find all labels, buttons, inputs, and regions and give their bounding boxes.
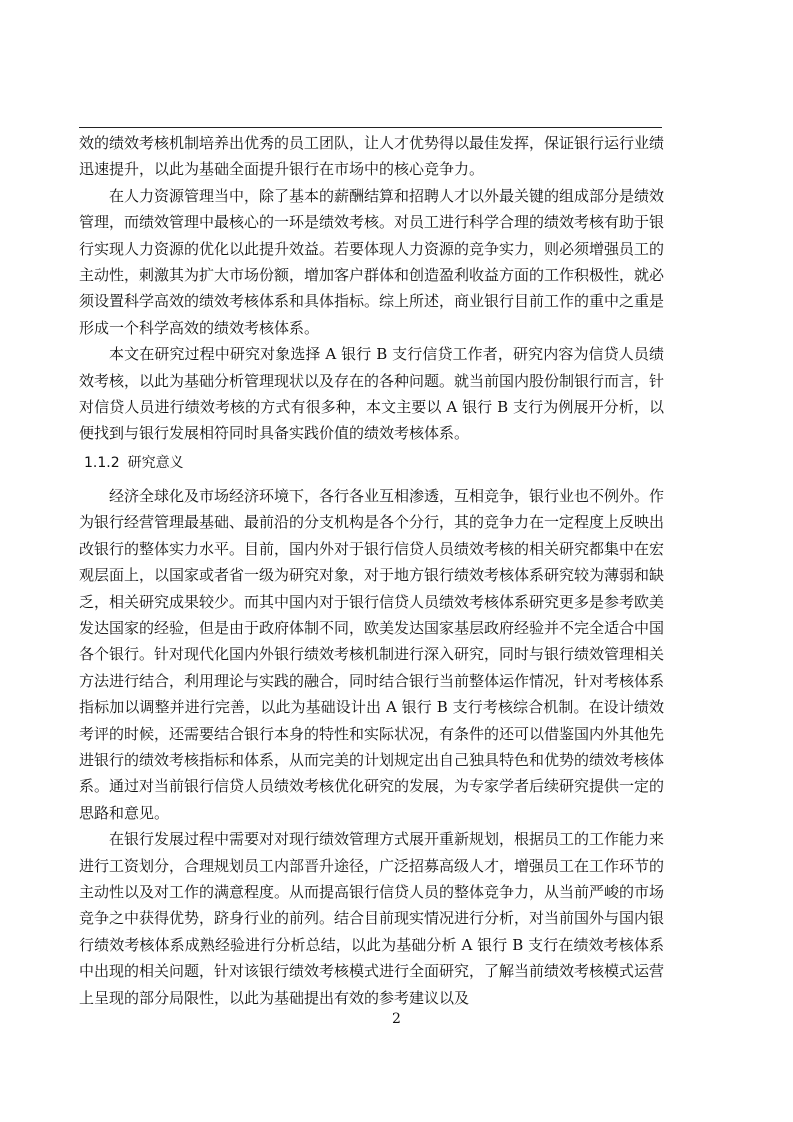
paragraph: 经济全球化及市场经济环境下，各行各业互相渗透，互相竞争，银行业也不例外。作为银行经营管理最基础、最前沿的分支机构是各个分行，其的竞争力在一定程度上反映出改银行的整体实力水平。目前，国内外对于银行信贷人员绩效考核的相关研究都集中在宏观层面上，以国家或者省一级为研究对象，对于地方银行绩效考核体系研究较为薄弱和缺乏，相关研究成果较少。而其中国内对于银行信贷人员绩效考核体系研究更多是参考欧美发达国家的经验，但是由于政府体制不同，欧美发达国家基层政府经验并不完全适合中国各个银行。针对现代化国内外银行绩效考核机制进行深入研究，同时与银行绩效管理相关方法进行结合，利用理论与实践的融合，同时结合银行当前整体运作情况，针对考核体系指标加以调整并进行完善，以此为基础设计出 A 银行 B 支行考核综合机制。在设计绩效考评的时候，还需要结合银行本身的特性和实际状况，有条件的还可以借鉴国内外其他先进银行的绩效考核指标和体系，从而完美的计划规定出自己独具特色和优势的绩效考核体系。通过对当前银行信贷人员绩效考核优化研究的发展，为专家学者后续研究提供一定的思路和意见。 [79,486,665,822]
header-rule [79,127,662,128]
section-title: 研究意义 [127,454,184,471]
paragraph: 本文在研究过程中研究对象选择 A 银行 B 支行信贷工作者，研究内容为信贷人员绩效考核，以此为基础分析管理现状以及存在的各种问题。就当前国内股份制银行而言，针对信贷人员进行绩效考核的方式有很多种，本文主要以 A 银行 B 支行为例展开分析，以便找到与银行发展相符同时具备实践价值的绩效考核体系。 [79,345,665,443]
paragraph: 在银行发展过程中需要对对现行绩效管理方式展开重新规划，根据员工的工作能力来进行工资划分，合理规划员工内部晋升途径，广泛招募高级人才，增强员工在工作环节的主动性以及对工作的满意程度。从而提高银行信贷人员的整体竞争力，从当前严峻的市场竞争之中获得优势，跻身行业的前列。结合目前现实情况进行分析，对当前国外与国内银行绩效考核体系成熟经验进行分析总结，以此为基础分析 A 银行 B 支行在绩效考核体系中出现的相关问题，针对该银行绩效考核模式进行全面研究，了解当前绩效考核模式运营上呈现的部分局限性，以此为基础提出有效的参考建议以及 [79,830,665,1007]
paragraph: 效的绩效考核机制培养出优秀的员工团队，让人才优势得以最佳发挥，保证银行运行业绩迅速提升，以此为基础全面提升银行在市场中的核心竞争力。 [79,134,665,179]
paragraph: 在人力资源管理当中，除了基本的薪酬结算和招聘人才以外最关键的组成部分是绩效管理，而绩效管理中最核心的一环是绩效考核。对员工进行科学合理的绩效考核有助于银行实现人力资源的优化以此提升效益。若要体现人力资源的竞争实力，则必须增强员工的主动性，刺激其为扩大市场份额，增加客户群体和创造盈利收益方面的工作积极性，就必须设置科学高效的绩效考核体系和具体指标。综上所述，商业银行目前工作的重中之重是形成一个科学高效的绩效考核体系。 [79,186,665,337]
section-heading [84,453,664,473]
page-number: 2 [392,1011,401,1027]
section-number: 1.1.2 [84,454,120,471]
body-text [79,130,664,1011]
